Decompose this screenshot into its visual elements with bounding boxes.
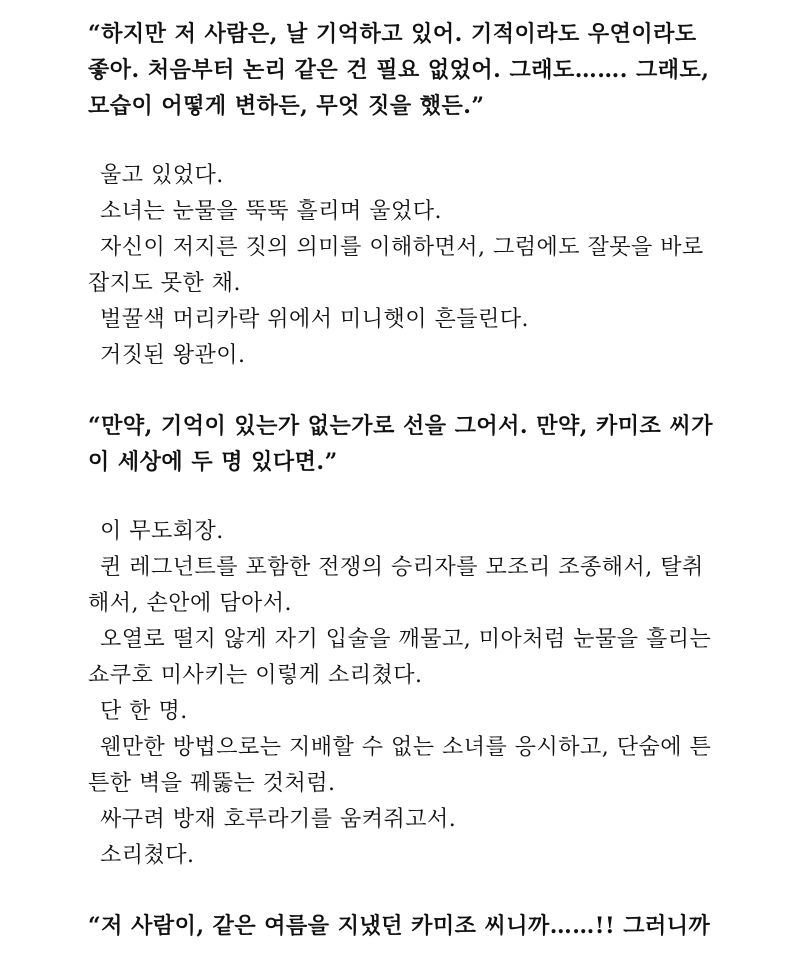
text-line: 모습이 어떻게 변하든, 무엇 짓을 했든.”	[88, 93, 485, 119]
text-line: 울고 있었다.	[100, 163, 224, 188]
text-line: 오열로 떨지 않게 자기 입술을 깨물고, 미아처럼 눈물을 흘리는	[100, 627, 712, 652]
text-line: 튼한 벽을 꿰뚫는 것처럼.	[88, 771, 336, 796]
text-line: 소녀는 눈물을 뚝뚝 흘리며 울었다.	[100, 199, 442, 224]
text-line: 거짓된 왕관이.	[100, 343, 246, 368]
text-line: 웬만한 방법으로는 지배할 수 없는 소녀를 응시하고, 단숨에 튼	[100, 735, 712, 760]
text-line: “하지만 저 사람은, 날 기억하고 있어. 기적이라도 우연이라도	[88, 21, 697, 47]
text-line: 이 세상에 두 명 있다면.”	[88, 449, 338, 475]
text-line: “저 사람이, 같은 여름을 지냈던 카미조 씨니까……!! 그러니까	[88, 913, 711, 939]
paragraph-gap	[88, 374, 714, 408]
text-line: 퀸 레그넌트를 포함한 전쟁의 승리자를 모조리 조종해서, 탈취	[100, 555, 704, 580]
text-line: 잡지도 못한 채.	[88, 271, 241, 296]
text-line: 해서, 손안에 담아서.	[88, 591, 292, 616]
dialogue-paragraph	[88, 908, 714, 944]
narration-paragraph	[88, 158, 714, 374]
dialogue-paragraph	[88, 408, 714, 480]
dialogue-paragraph	[88, 16, 714, 124]
paragraph-gap	[88, 124, 714, 158]
text-line: 단 한 명.	[100, 699, 188, 724]
text-line: 벌꿀색 머리카락 위에서 미니햇이 흔들린다.	[100, 307, 530, 332]
paragraph-gap	[88, 480, 714, 514]
text-line: 이 무도회장.	[100, 519, 224, 544]
text-line: “만약, 기억이 있는가 없는가로 선을 그어서. 만약, 카미조 씨가	[88, 413, 713, 439]
text-line: 싸구려 방재 호루라기를 움켜쥐고서.	[100, 807, 457, 832]
paragraph-gap	[88, 874, 714, 908]
text-line: 소리쳤다.	[100, 843, 195, 868]
text-line: 좋아. 처음부터 논리 같은 건 필요 없었어. 그래도……. 그래도,	[88, 57, 710, 83]
text-line: 자신이 저지른 짓의 의미를 이해하면서, 그럼에도 잘못을 바로	[100, 235, 704, 260]
text-line: 쇼쿠호 미사키는 이렇게 소리쳤다.	[88, 663, 423, 688]
narration-paragraph	[88, 514, 714, 874]
